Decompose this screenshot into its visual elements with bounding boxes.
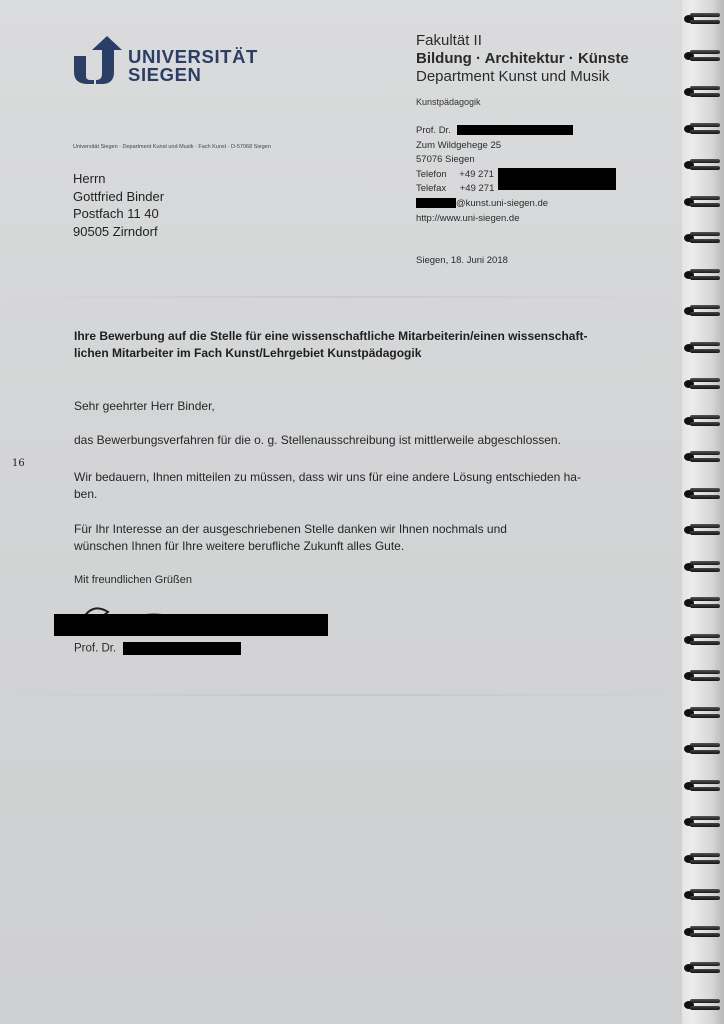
spiral-coil: [684, 122, 722, 136]
spiral-coil: [684, 633, 722, 647]
redacted-signature: [54, 614, 328, 636]
fax-prefix: +49 271: [459, 183, 495, 195]
department-subject: Kunstpädagogik: [416, 97, 481, 107]
faculty-name: Fakultät II: [416, 32, 482, 49]
spiral-coil: [684, 49, 722, 63]
redacted-signer-name: [123, 642, 241, 655]
spiral-coil: [684, 560, 722, 574]
letter-subject: [74, 328, 664, 362]
spiral-binding: [682, 0, 724, 1024]
spiral-coil: [684, 596, 722, 610]
spiral-coil: [684, 85, 722, 99]
paragraph-2-line-2: ben.: [74, 487, 98, 501]
spiral-coil: [684, 669, 722, 683]
subject-line-1: Ihre Bewerbung auf die Stelle für eine wissenschaftliche Mitarbeiterin/einen wissenschaft-: [74, 329, 588, 343]
contact-website: http://www.uni-siegen.de: [416, 212, 520, 224]
spiral-coil: [684, 706, 722, 720]
recipient-postbox: Postfach 11 40: [73, 206, 159, 221]
spiral-coil: [684, 158, 722, 172]
paper-fold: [0, 694, 682, 696]
recipient-name: Gottfried Binder: [73, 188, 165, 204]
paragraph-3-line-2: wünschen Ihnen für Ihre weitere berufliche Zukunft alles Gute.: [74, 539, 405, 553]
logo-text-line2: SIEGEN: [128, 64, 202, 85]
contact-city: 57076 Siegen: [416, 154, 475, 166]
university-logo: [72, 36, 262, 86]
signer-prefix: Prof. Dr.: [74, 642, 117, 655]
spiral-coil: [684, 998, 722, 1012]
contact-block: [416, 124, 573, 226]
contact-street: Zum Wildgehege 25: [416, 139, 502, 151]
spiral-coil: [684, 231, 722, 245]
spiral-coil: [684, 961, 722, 975]
spiral-coil: [684, 195, 722, 209]
spiral-coil: [684, 888, 722, 902]
body-paragraph-2: [74, 469, 664, 503]
recipient-city: 90505 Zirndorf: [73, 223, 158, 239]
paper-fold: [0, 296, 682, 298]
signer-line: [74, 642, 241, 655]
fax-label: Telefax: [416, 183, 447, 195]
spiral-coil: [684, 852, 722, 866]
department-name: Department Kunst und Musik: [416, 68, 610, 85]
contact-fax-row: [416, 182, 573, 197]
spiral-coil: [684, 523, 722, 537]
spiral-coil: [684, 341, 722, 355]
page-number: 16: [12, 458, 25, 469]
spiral-coil: [684, 925, 722, 939]
spiral-coil: [684, 742, 722, 756]
faculty-header: [416, 32, 629, 86]
subject-line-2: lichen Mitarbeiter im Fach Kunst/Lehrgebiet Kunstpädagogik: [74, 346, 422, 360]
faculty-areas: Bildung · Architektur · Künste: [416, 50, 629, 67]
spiral-coil: [684, 450, 722, 464]
contact-name-prefix: Prof. Dr.: [416, 125, 451, 136]
spiral-coil: [684, 268, 722, 282]
redacted-name: [457, 125, 573, 135]
spiral-coil: [684, 377, 722, 391]
email-domain: @kunst.uni-siegen.de: [456, 197, 549, 209]
phone-label: Telefon: [416, 168, 447, 180]
spiral-coil: [684, 12, 722, 26]
redacted-email-user: [416, 198, 456, 208]
logo-text-line1: UNIVERSITÄT: [128, 46, 258, 67]
body-paragraph-3: [74, 521, 664, 555]
closing-formula: Mit freundlichen Grüßen: [74, 574, 192, 586]
paragraph-2-line-1: Wir bedauern, Ihnen mitteilen zu müssen, dass wir uns für eine andere Lösung entschieden ha-: [74, 470, 581, 484]
spiral-coil: [684, 487, 722, 501]
recipient-address: [73, 170, 164, 240]
body-paragraph-1: das Bewerbungsverfahren für die o. g. Stellenausschreibung ist mittlerweile abgeschlossen.: [74, 433, 561, 447]
spiral-coil: [684, 815, 722, 829]
recipient-salutation: Herrn: [73, 171, 106, 186]
spiral-coil: [684, 414, 722, 428]
sender-return-address: Universität Siegen · Department Kunst und Musik · Fach Kunst · D-57068 Siegen: [73, 144, 271, 150]
greeting: Sehr geehrter Herr Binder,: [74, 399, 215, 413]
phone-prefix: +49 271: [459, 168, 494, 180]
letter-date: Siegen, 18. Juni 2018: [416, 255, 508, 266]
spiral-coil: [684, 304, 722, 318]
spiral-coil: [684, 779, 722, 793]
university-emblem-icon: [72, 36, 124, 86]
contact-name-row: [416, 124, 573, 139]
contact-email-row: [416, 197, 573, 212]
contact-phone-row: [416, 168, 573, 183]
paragraph-3-line-1: Für Ihr Interesse an der ausgeschriebenen Stelle danken wir Ihnen nochmals und: [74, 522, 507, 536]
